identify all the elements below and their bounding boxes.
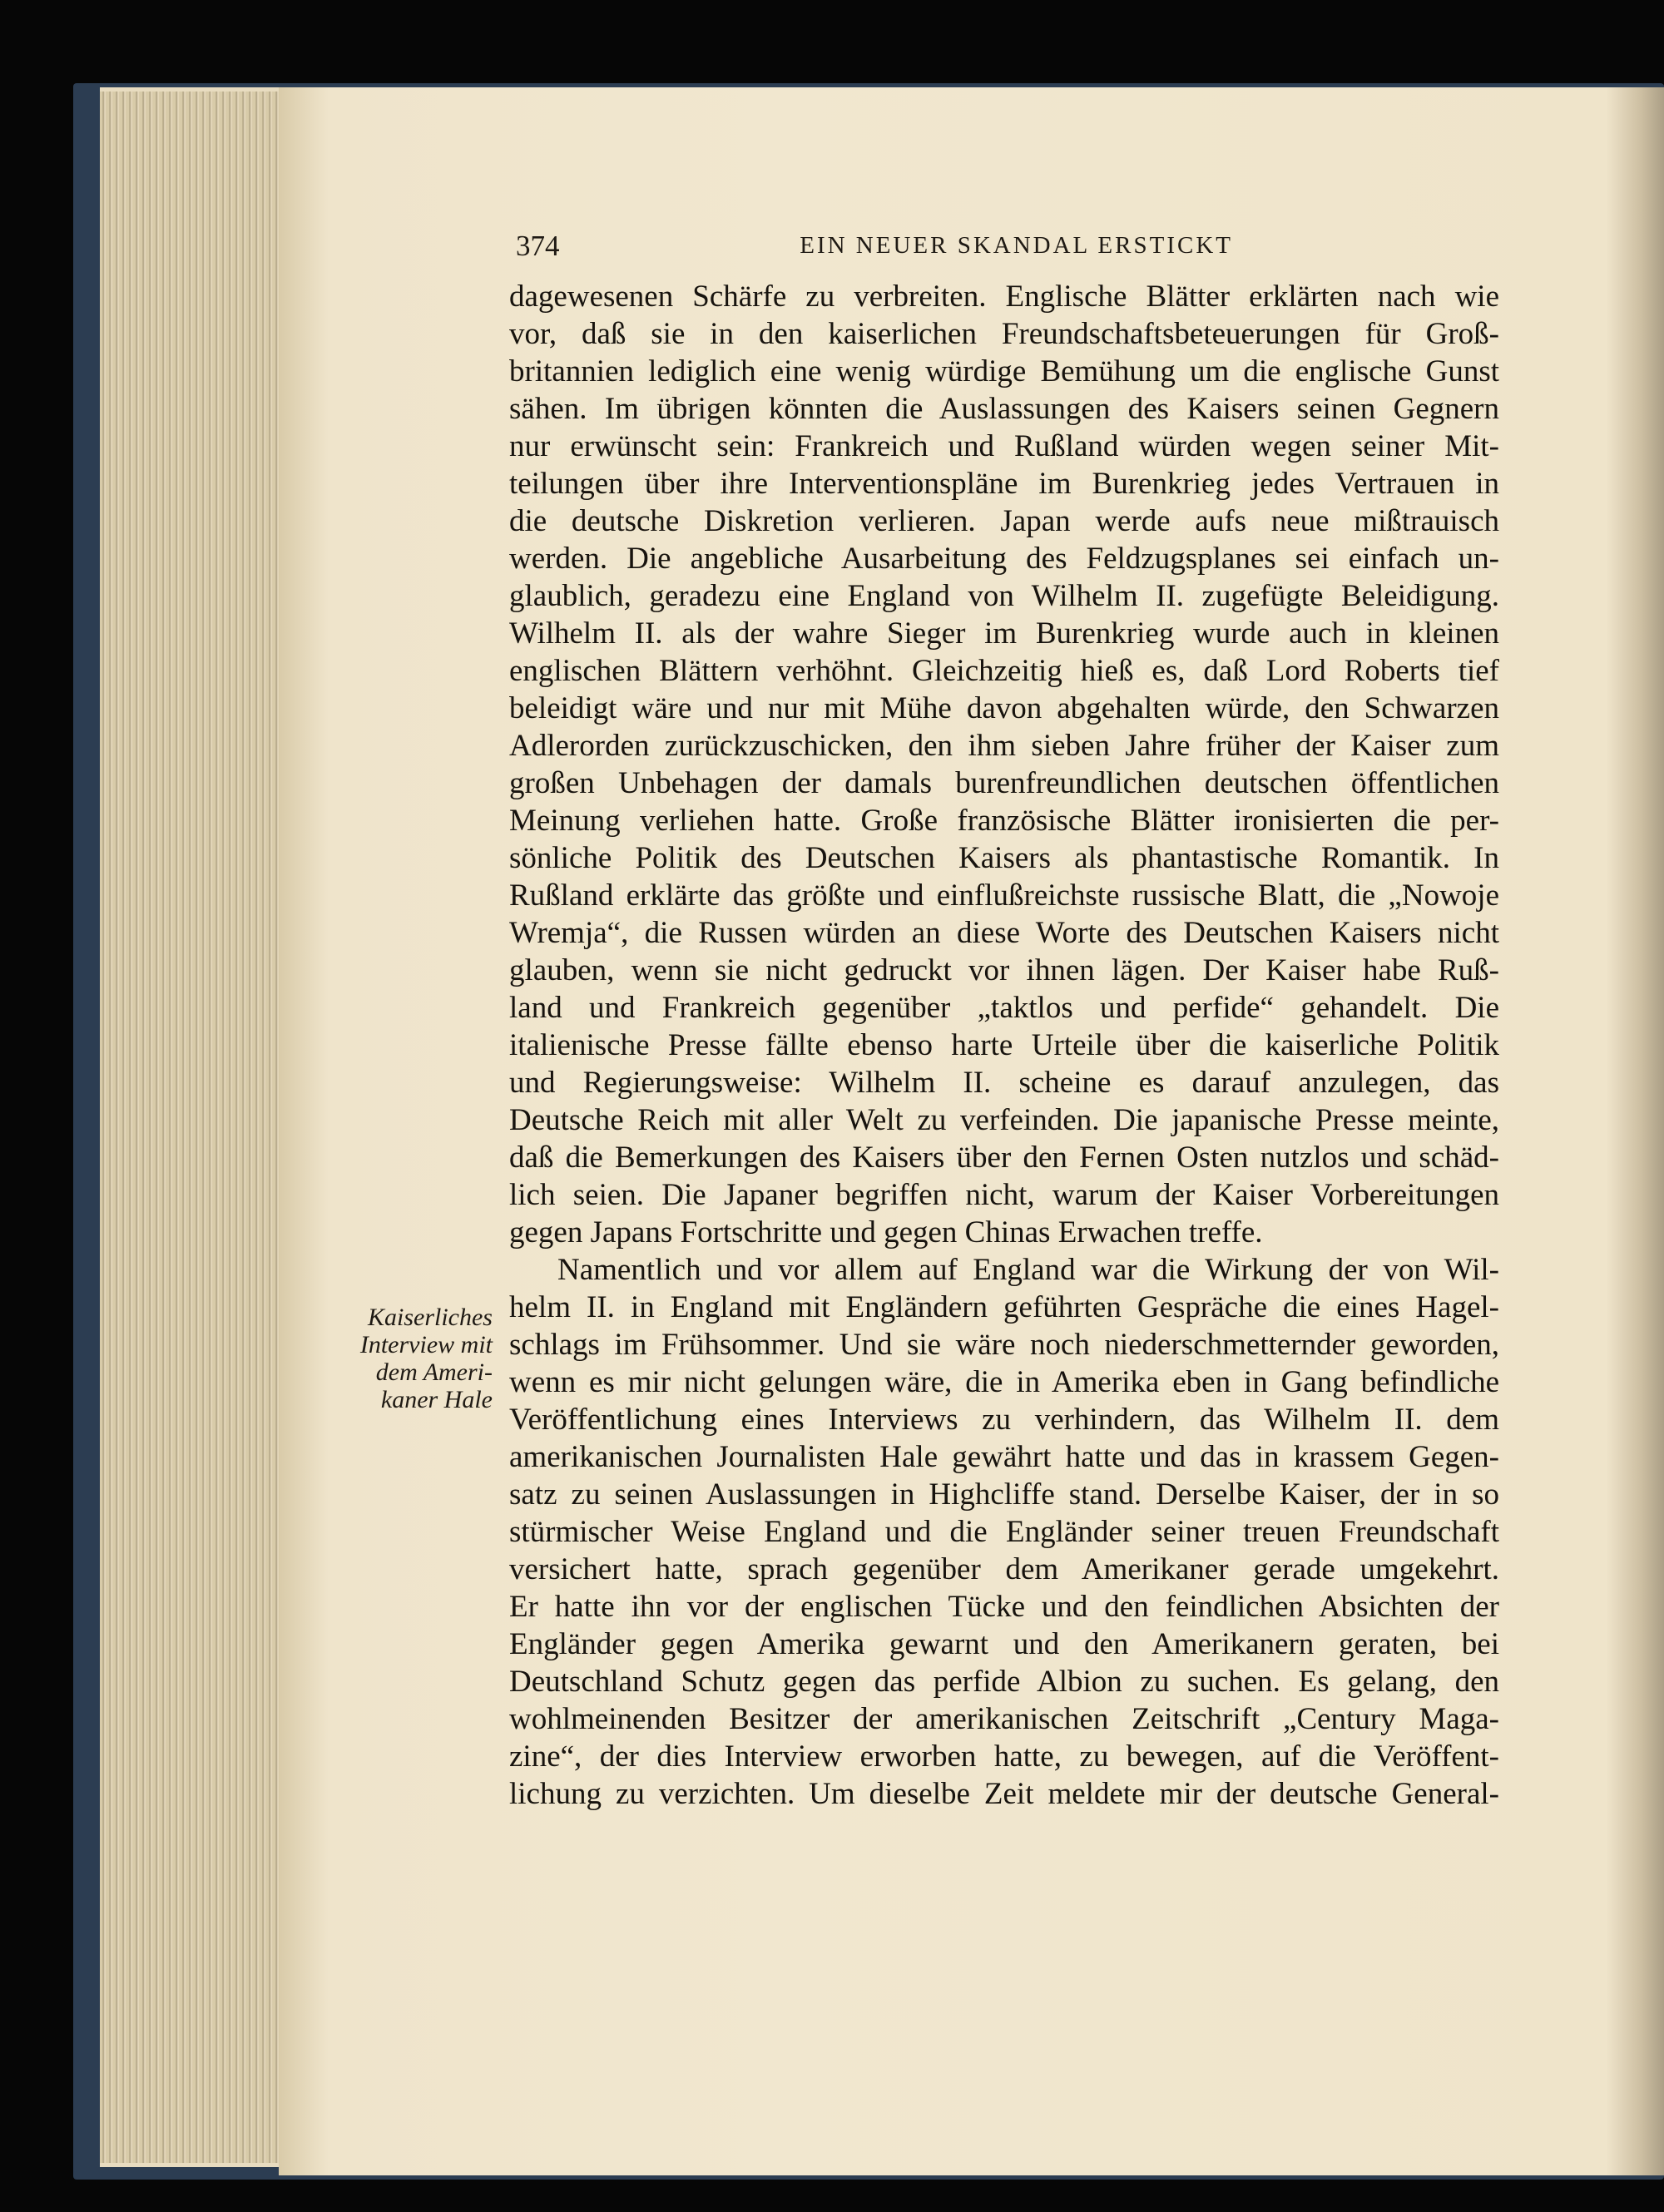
text-line: Er hatte ihn vor der englischen Tücke und den feindlichen Absichten der <box>509 1590 1499 1624</box>
text-line: sähen. Im übrigen könnten die Auslassungen des Kaisers seinen Gegnern <box>509 392 1499 426</box>
text-line: helm II. in England mit Engländern geführten Gespräche die eines Hagel- <box>509 1290 1499 1324</box>
text-line: Meinung verliehen hatte. Große französische Blätter ironisierten die per- <box>509 804 1499 838</box>
text-line: Wilhelm II. als der wahre Sieger im Burenkrieg wurde auch in kleinen <box>509 616 1499 651</box>
text-line: vor, daß sie in den kaiserlichen Freundschaftsbeteuerungen für Groß- <box>509 317 1499 351</box>
text-line: nur erwünscht sein: Frankreich und Rußland würden wegen seiner Mit- <box>509 429 1499 463</box>
text-line: Deutsche Reich mit aller Welt zu verfeinden. Die japanische Presse meinte, <box>509 1103 1499 1137</box>
text-line: und Regierungsweise: Wilhelm II. scheine es darauf anzulegen, das <box>509 1066 1499 1100</box>
text-line: Adlerorden zurückzuschicken, den ihm sieben Jahre früher der Kaiser zum <box>509 729 1499 763</box>
text-line: wohlmeinenden Besitzer der amerikanischen Zeitschrift „Century Maga- <box>509 1702 1499 1736</box>
text-line: lichung zu verzichten. Um dieselbe Zeit meldete mir der deutsche General- <box>509 1777 1499 1811</box>
text-line: land und Frankreich gegenüber „taktlos und perfide“ gehandelt. Die <box>509 991 1499 1025</box>
text-line: Veröffentlichung eines Interviews zu verhindern, das Wilhelm II. dem <box>509 1403 1499 1437</box>
text-line: glauben, wenn sie nicht gedruckt vor ihnen lägen. Der Kaiser habe Ruß- <box>509 953 1499 987</box>
text-line: Rußland erklärte das größte und einflußreichste russische Blatt, die „Nowoje <box>509 878 1499 913</box>
text-line: britannien lediglich eine wenig würdige Bemühung um die englische Gunst <box>509 354 1499 388</box>
text-line: daß die Bemerkungen des Kaisers über den Fernen Osten nutzlos und schäd- <box>509 1141 1499 1175</box>
margin-note-line: Kaiserliches <box>368 1304 493 1331</box>
text-line: zine“, der dies Interview erworben hatte, zu bewegen, auf die Veröffent- <box>509 1739 1499 1774</box>
text-line: englischen Blättern verhöhnt. Gleichzeitig hieß es, daß Lord Roberts tief <box>509 654 1499 688</box>
body-text <box>509 278 1499 1813</box>
text-line: gegen Japans Fortschritte und gegen Chinas Erwachen treffe. <box>509 1215 1263 1250</box>
text-line: schlags im Frühsommer. Und sie wäre noch niederschmetternder geworden, <box>509 1328 1499 1362</box>
margin-note <box>343 1304 493 1413</box>
text-line: amerikanischen Journalisten Hale gewährt hatte und das in krassem Gegen- <box>509 1440 1499 1474</box>
text-line: Deutschland Schutz gegen das perfide Albion zu suchen. Es gelang, den <box>509 1665 1499 1699</box>
text-line: lich seien. Die Japaner begriffen nicht, warum der Kaiser Vorbereitungen <box>509 1178 1499 1212</box>
text-line: italienische Presse fällte ebenso harte Urteile über die kaiserliche Politik <box>509 1028 1499 1062</box>
text-line: sönliche Politik des Deutschen Kaisers als phantastische Romantik. In <box>509 841 1499 875</box>
text-line: teilungen über ihre Interventionspläne im Burenkrieg jedes Vertrauen in <box>509 467 1499 501</box>
margin-note-line: kaner Hale <box>380 1386 493 1413</box>
running-head: EIN NEUER SKANDAL ERSTICKT <box>800 232 1233 259</box>
gutter-shadow <box>1606 87 1664 2175</box>
text-line: die deutsche Diskretion verlieren. Japan werde aufs neue mißtrauisch <box>509 504 1499 538</box>
page-header <box>509 230 1233 271</box>
text-line: versichert hatte, sprach gegenüber dem Amerikaner gerade umgekehrt. <box>509 1552 1499 1586</box>
text-line: wenn es mir nicht gelungen wäre, die in Amerika eben in Gang befindliche <box>509 1365 1499 1399</box>
text-line: stürmischer Weise England und die Engländer seiner treuen Freundschaft <box>509 1515 1499 1549</box>
margin-note-line: Interview mit <box>359 1331 493 1358</box>
text-line: werden. Die angebliche Ausarbeitung des Feldzugsplanes sei einfach un- <box>509 542 1499 576</box>
page-number: 374 <box>516 230 560 262</box>
text-line: großen Unbehagen der damals burenfreundlichen deutschen öffentlichen <box>509 766 1499 800</box>
text-line: Namentlich und vor allem auf England war die Wirkung der von Wil- <box>557 1253 1499 1287</box>
text-line: Engländer gegen Amerika gewarnt und den Amerikanern geraten, bei <box>509 1627 1499 1661</box>
text-line: satz zu seinen Auslassungen in Highcliffe stand. Derselbe Kaiser, der in so <box>509 1477 1499 1512</box>
text-line: glaublich, geradezu eine England von Wilhelm II. zugefügte Beleidigung. <box>509 579 1499 613</box>
text-line: Wremja“, die Russen würden an diese Worte des Deutschen Kaisers nicht <box>509 916 1499 950</box>
text-line: beleidigt wäre und nur mit Mühe davon abgehalten würde, den Schwarzen <box>509 691 1499 725</box>
margin-note-line: dem Ameri- <box>375 1358 493 1386</box>
text-line: dagewesenen Schärfe zu verbreiten. Englische Blätter erklärten nach wie <box>509 280 1499 314</box>
page-edges <box>100 92 283 2163</box>
